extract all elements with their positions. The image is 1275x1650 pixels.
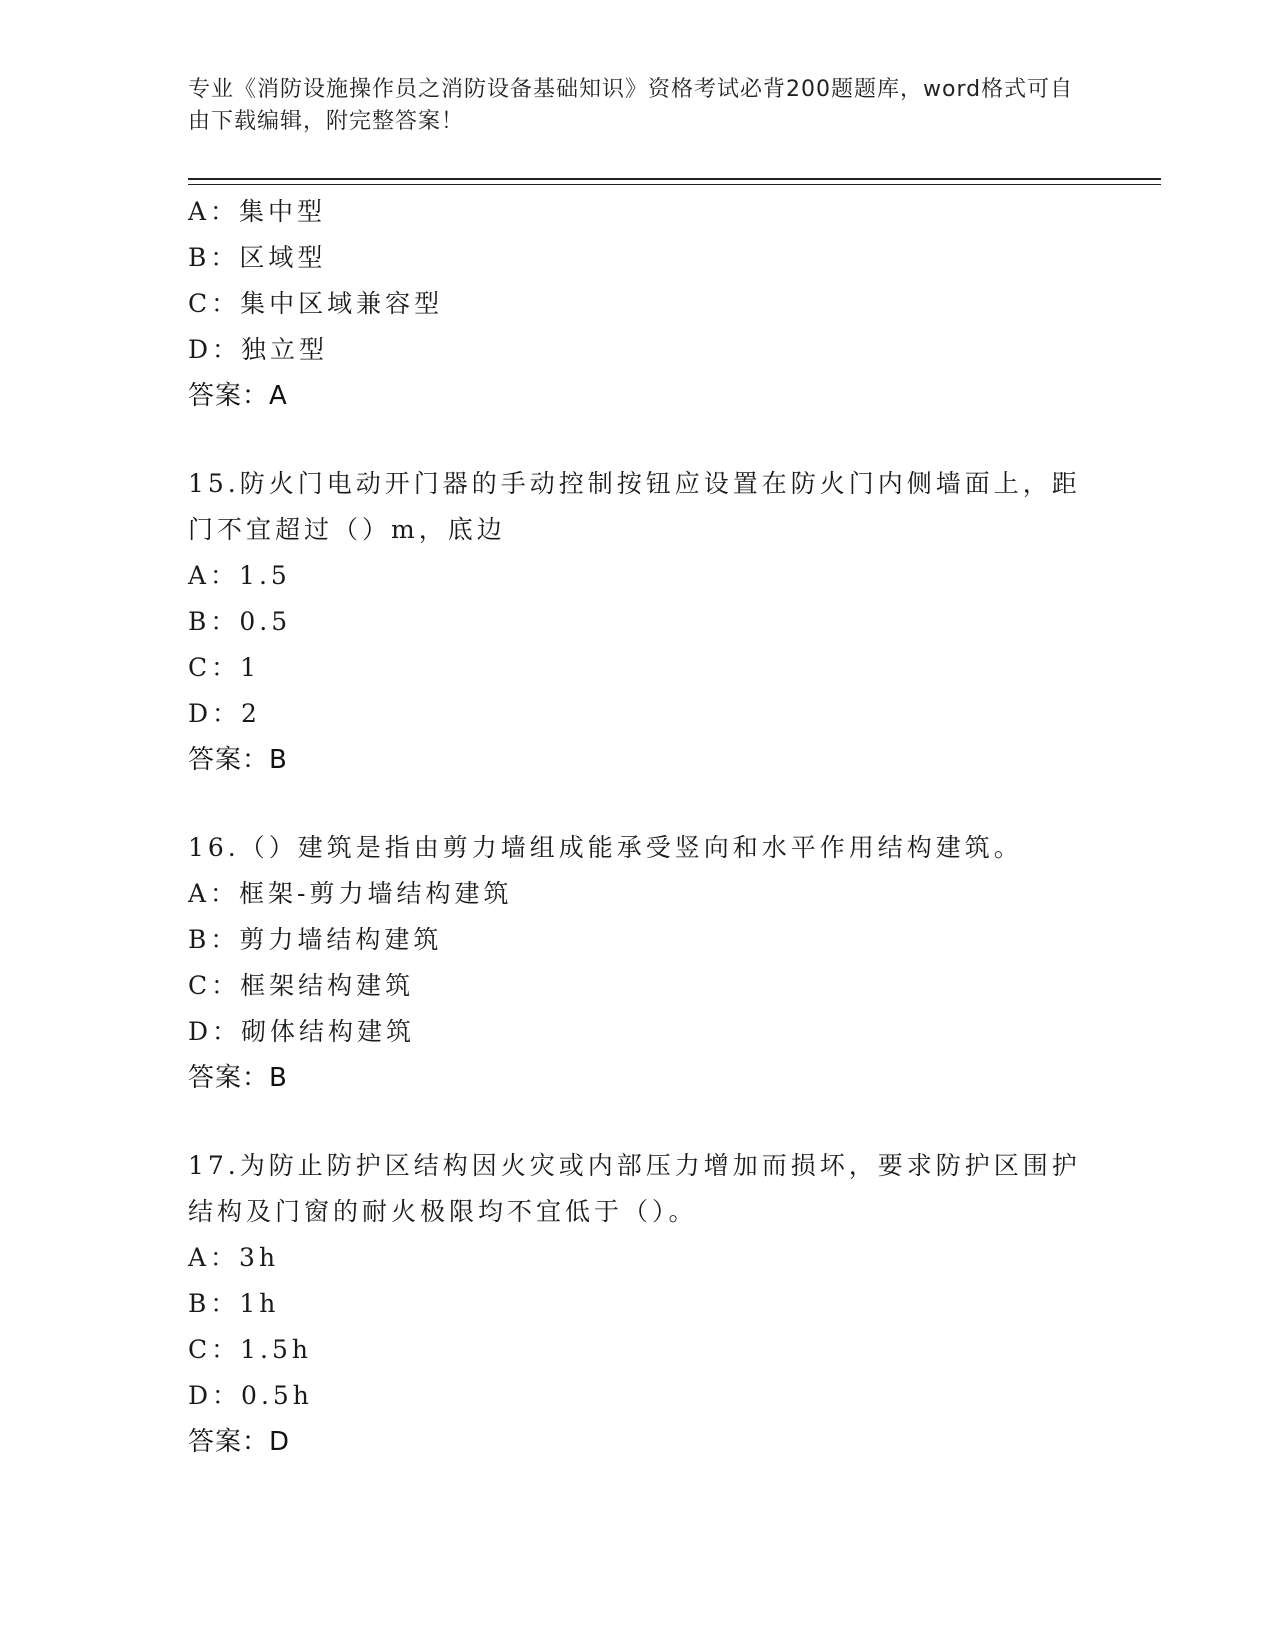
option-c: C：1.5h: [188, 1335, 312, 1364]
option-c: C：集中区域兼容型: [188, 289, 444, 318]
answer-line: 答案：A: [188, 381, 288, 411]
option-b: B：剪力墙结构建筑: [188, 925, 443, 954]
header-text: 专业《消防设施操作员之消防设备基础知识》资格考试必背200题题库，word格式可自由下载编辑，附完整答案！: [188, 77, 1074, 134]
option-d: D：0.5h: [188, 1381, 313, 1410]
question-stem-line: 15.防火门电动开门器的手动控制按钮应设置在防火门内侧墙面上，距: [188, 469, 1081, 498]
option-c: C：框架结构建筑: [188, 971, 415, 1000]
question-17: [188, 1143, 1088, 1465]
spacer: [188, 419, 1088, 461]
question-stem-line: 结构及门窗的耐火极限均不宜低于（）。: [188, 1197, 698, 1226]
spacer: [188, 783, 1088, 825]
option-a: A：3h: [188, 1243, 280, 1272]
option-b: B：0.5: [188, 607, 292, 636]
option-b: B：区域型: [188, 243, 327, 272]
option-a: A：集中型: [188, 197, 327, 226]
question-16: [188, 825, 1088, 1101]
answer-line: 答案：B: [188, 1063, 288, 1093]
option-b: B：1h: [188, 1289, 280, 1318]
answer-line: 答案：D: [188, 1427, 291, 1457]
question-stem-line: 门不宜超过（）m，底边: [188, 515, 506, 544]
question-stem-line: 16.（）建筑是指由剪力墙组成能承受竖向和水平作用结构建筑。: [188, 833, 1023, 862]
spacer: [188, 1101, 1088, 1143]
question-list: [188, 189, 1088, 1465]
question-stem-line: 17.为防止防护区结构因火灾或内部压力增加而损坏，要求防护区围护: [188, 1151, 1081, 1180]
option-d: D：独立型: [188, 335, 329, 364]
option-d: D：砌体结构建筑: [188, 1017, 416, 1046]
header-rule-thick: [188, 178, 1161, 180]
option-d: D：2: [188, 699, 261, 728]
header-rule-thin: [188, 184, 1161, 185]
option-a: A：1.5: [188, 561, 291, 590]
option-a: A：框架-剪力墙结构建筑: [188, 879, 513, 908]
question-14: [188, 189, 1088, 419]
question-15: [188, 461, 1088, 783]
document-header: [188, 74, 1078, 138]
answer-line: 答案：B: [188, 745, 288, 775]
option-c: C：1: [188, 653, 261, 682]
